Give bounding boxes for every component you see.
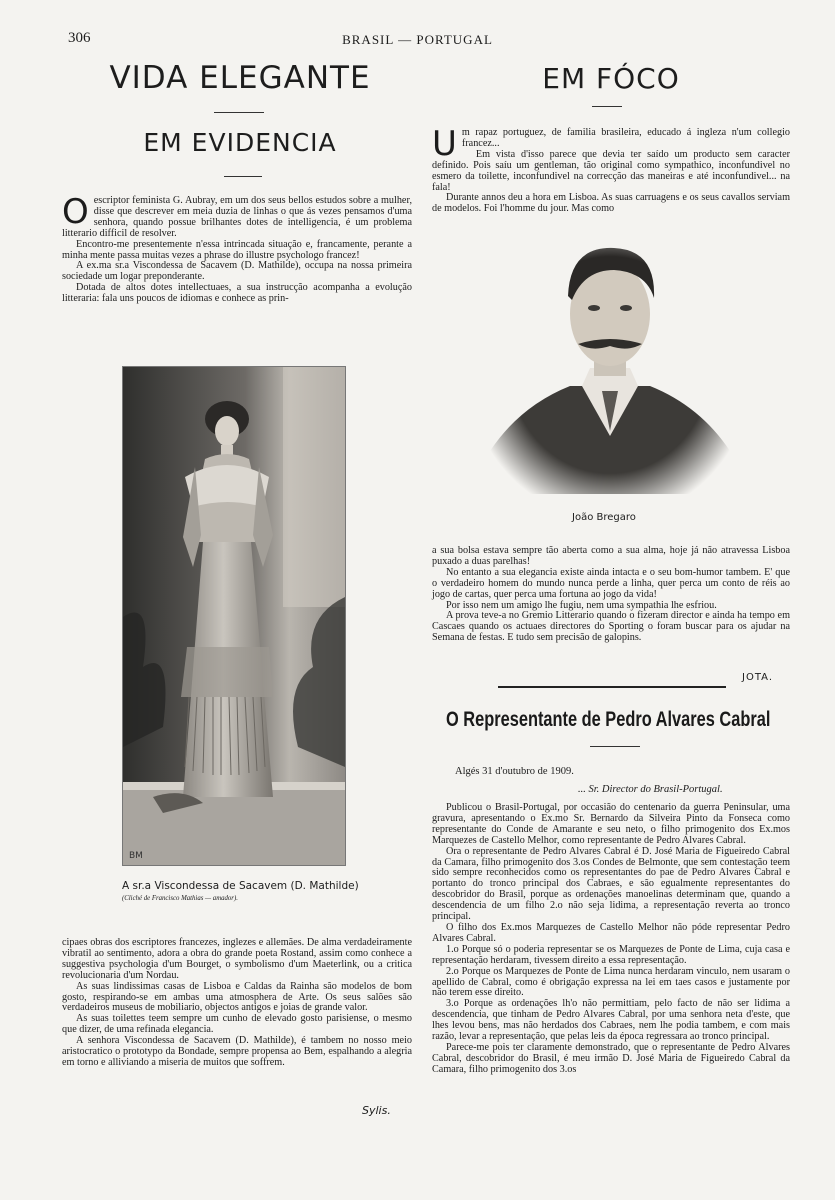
foco-paragraph-2: Em vista d'isso parece que devia ter saído um producto sem caracter definido. Pois saíu um gentleman, tão original como sympathico, inconfundivel no esmero da toilette, inconfundivel na correcção das maneiras e até inconfundivel... na fala! [432,148,790,193]
article-title-divider [590,746,640,747]
body-paragraph-3: As suas toilettes teem sempre um cunho de elevado gosto parisiense, o mesmo que dizer, de uma refinada elegancia. [62,1013,412,1036]
article-paragraph-7: Parece-me pois ter claramente demonstrado, que o representante de Pedro Alvares Cabral, descobridor do Brasil, é meu irmão D. José Maria de Figueiredo Cabral da Camara, filho primogenito dos 3.os [432,1041,790,1075]
body-text [62,938,412,1069]
section-title-em-foco: EM FÓCO [542,62,680,95]
viscondessa-photo [122,366,346,866]
article-title: O Representante de Pedro Alvares Cabral [446,708,771,731]
intro-paragraph-2: Encontro-me presentemente n'essa intrincada situação e, francamente, perante a minha mente passa muitas vezes a phrase do illustre psychologo francez! [62,238,412,261]
portrait-joao-bregaro [490,236,730,494]
intro-text [62,192,412,305]
section-title-vida-elegante: VIDA ELEGANTE [109,60,371,96]
foco-body-paragraph-1: a sua bolsa estava sempre tão aberta como a sua alma, hoje já não atravessa Lisboa puxado a duas parelhas! [432,545,790,567]
intro-paragraph-3: A ex.ma sr.a Viscondessa de Sacavem (D. Mathilde), occupa na nossa primeira sociedade um logar preponderante. [62,260,412,283]
subsection-title-em-evidencia: EM EVIDENCIA [143,128,337,157]
foco-paragraph-1: Um rapaz portuguez, de familia brasileira, educado á ingleza n'um collegio francez... [432,124,790,164]
dropcap-o: O [62,192,89,232]
article-paragraph-3: O filho dos Ex.mos Marquezes de Castello Melhor não póde representar Pedro Alvares Cabral. [432,921,790,944]
foco-body-paragraph-2: No entanto a sua elegancia existe ainda intacta e o seu bom-humor tambem. E' que o verdadeiro homem do mundo nunca perde a linha, quer perca um conto de réis ao jogo de cartas, quer perca uma fortuna ao jogo da vida! [432,566,790,600]
body-paragraph-4: A senhora Viscondessa de Sacavem (D. Mathilde), é tambem no nosso meio aristocratico o prototypo da Bondade, sempre propensa ao Bem, espalhando a alegria em torno e alliviando a miseria de muitos que soffrem. [62,1035,412,1068]
foco-body-text [432,546,790,644]
body-paragraph-2: As suas lindissimas casas de Lisboa e Caldas da Rainha são modelos de bom gosto, respirando-se em ambas uma atmosphera de Arte. Os seus salões são verdadeiros museus de mobiliario, objectos antigos e joias de grande valor. [62,980,412,1014]
article-paragraph-5: 2.o Porque os Marquezes de Ponte de Lima nunca herdaram vinculo, nem usaram o apellido de Cabral, como é obrigação expressa na lei em taes casos e justamente por não terem esse direito. [432,965,790,999]
woman-standing-illustration [123,367,345,865]
subsection-divider [224,176,262,177]
body-paragraph-1: cipaes obras dos escriptores francezes, inglezes e allemães. De alma verdadeiramente vibratil ao sentimento, adora a obra do grande poeta Rostand, assim como conhece a suggestiva psychologia d'um Bourget, o symbolismo d'um Maeterlink, ou a critica revolucionaria d'um Nordau. [62,937,412,981]
signature-jota: JOTA. [742,672,773,683]
salutation: ... Sr. Director do Brasil-Portugal. [578,784,723,795]
photo-credit: (Cliché de Francisco Mathias — amador). [122,895,238,902]
title-divider [214,112,264,113]
article-paragraph-4: 1.o Porque só o poderia representar se os Marquezes de Ponte de Lima, cuja casa e representação herdaram, tivessem direito a essa representação. [432,943,790,966]
signature-sylis: Sylis. [362,1104,391,1117]
foco-body-paragraph-4: A prova teve-a no Gremio Litterario quando o fizeram director e ainda ha tempo em Cascaes quando os actuaes directores do Sporting o foram buscar para os ajudar na Semana de festas. E tudo sem precisão de galopins. [432,610,790,644]
intro-paragraph-1: Oescriptor feminista G. Aubray, em um dos seus bellos estudos sobre a mulher, disse que descrever em meia duzia de linhas o que ás vezes pensamos d'uma senhora, quando possue brilhantes dotes de intelligencia, é um problema litterario difficil de resolver. [62,192,412,239]
article-paragraph-2: Ora o representante de Pedro Alvares Cabral é D. José Maria de Figueiredo Cabral da Camara, filho primogenito dos 3.os Condes de Belmonte, que sem contestação teem sido sempre reconhecidos como os representantes do pae de Pedro Alvares Cabral e portanto do tronco principal dos Cabraes, e são egualmente representantes do descobridor do Brasil, porque as ordenações manoelinas determinam que, quando a descendencia de um filho 2.o não seja lidima, a representação reverta ao tronco principal. [432,845,790,923]
publication-header: BRASIL — PORTUGAL [342,32,493,47]
dropcap-u: U [432,124,457,164]
dateline: Algés 31 d'outubro de 1909. [455,766,574,777]
intro-paragraph-4: Dotada de altos dotes intellectuaes, a sua instrucção acompanha a evolução litteraria: fala uns poucos de idiomas e conhece as prin- [62,282,412,305]
portrait-caption: João Bregaro [572,512,636,523]
foco-intro-text [432,124,790,215]
foco-paragraph-3: Durante annos deu a hora em Lisboa. As suas carruagens e os seus cavallos serviam de modelos. Foi l'homme du jour. Mas como [432,192,790,215]
article-body [432,803,790,1076]
man-portrait-illustration [490,236,730,494]
photo-caption: A sr.a Viscondessa de Sacavem (D. Mathilde) [122,880,359,892]
foco-body-paragraph-3: Por isso nem um amigo lhe fugiu, nem uma sympathia lhe esfriou. [446,599,717,611]
article-paragraph-1: Publicou o Brasil-Portugal, por occasião do centenario da guerra Peninsular, uma gravura, apresentando o Ex.mo Sr. Bernardo da Silveira Pinto da Fonseca como representante do Conde de Amarante e seu neto, o filho primogenito dos Ex.mos Marquezes de Castello Melhor, como representante de Pedro Alvares Cabral. [432,802,790,846]
article-paragraph-6: 3.o Porque as ordenações lh'o não permittiam, pelo facto de não ser lidima a descendencia, que tinham de Pedro Alvares Cabral, por uma senhora neta d'este, que lhes levou bens, mas não herdados dos Cabraes, nem lhe podia tambem, e com mais razão, levar a representação, que pelas leis da época regressara ao tronco principal. [432,998,790,1043]
photographer-mark: BM [129,851,143,861]
article-separator [498,686,726,688]
foco-divider [592,106,622,107]
page-number: 306 [68,30,91,46]
